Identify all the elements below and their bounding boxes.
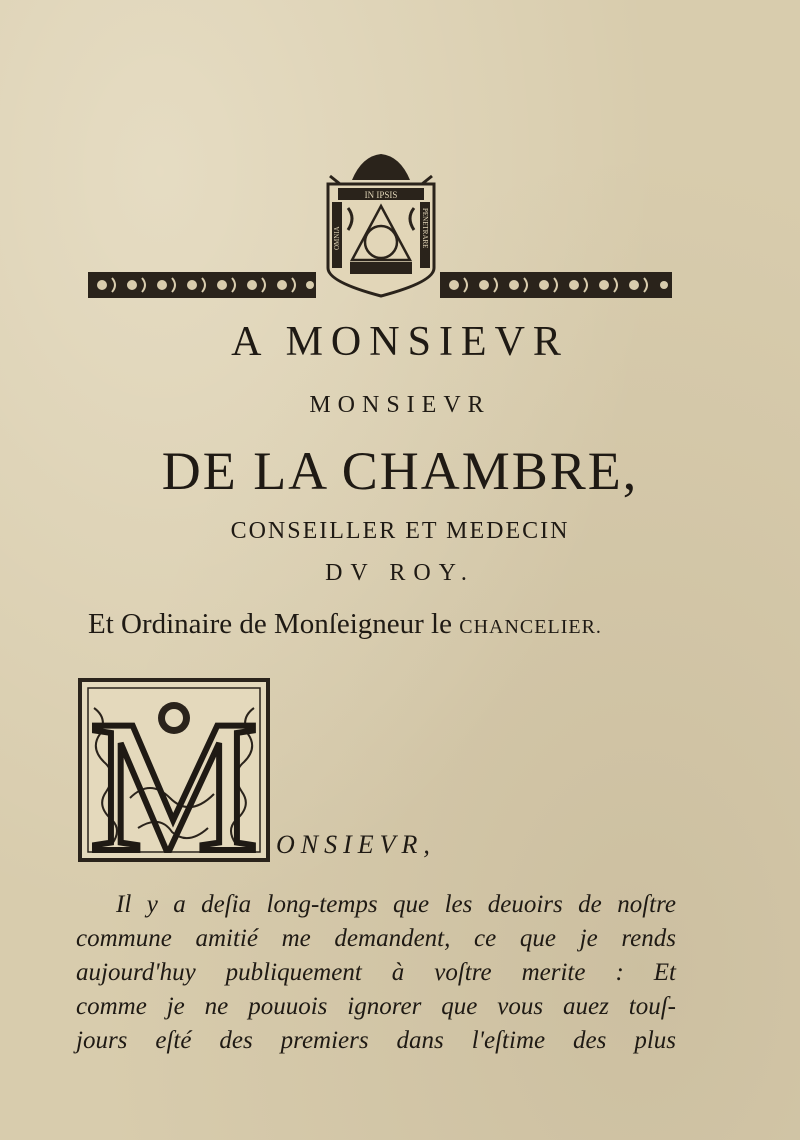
addressee-office-smallcaps: CHANCELIER. (459, 616, 602, 638)
decorated-initial (78, 678, 270, 862)
body-line: Il y a deſia long-temps que les deuoirs de noſtre (116, 891, 676, 918)
device-side-right: PENETRARE (421, 208, 429, 249)
body-text (76, 888, 676, 1058)
body-line: jours eſté des premiers dans l'eſtime des plus (76, 1027, 676, 1054)
dedication-line: A MONSIEVR (231, 319, 569, 365)
body-line: aujourd'huy publiquement à voſtre merite : Et (76, 959, 676, 986)
device-motto: IN IPSIS (364, 190, 398, 200)
initial-letter: M (89, 682, 259, 862)
addressee-office (88, 608, 688, 641)
ornament-band-right (440, 268, 672, 302)
device-side-left: OMNIA (333, 226, 341, 250)
addressee-title: CONSEILLER ET MEDECIN (230, 518, 570, 544)
addressee-office-text: Et Ordinaire de Monſeigneur le (88, 608, 460, 640)
body-line: commune amitié me demandent, ce que je rends (76, 925, 676, 952)
salutation: ONSIEVR, (276, 830, 436, 859)
body-line: comme je ne pouuois ignorer que vous auez touſ- (76, 993, 676, 1020)
addressee-name: DE LA CHAMBRE, (161, 441, 639, 501)
printers-device-emblem (322, 150, 440, 298)
addressee-honorific: MONSIEVR (309, 392, 491, 418)
addressee-title-continued: DV ROY. (325, 560, 475, 586)
ornament-band-left (88, 268, 316, 302)
